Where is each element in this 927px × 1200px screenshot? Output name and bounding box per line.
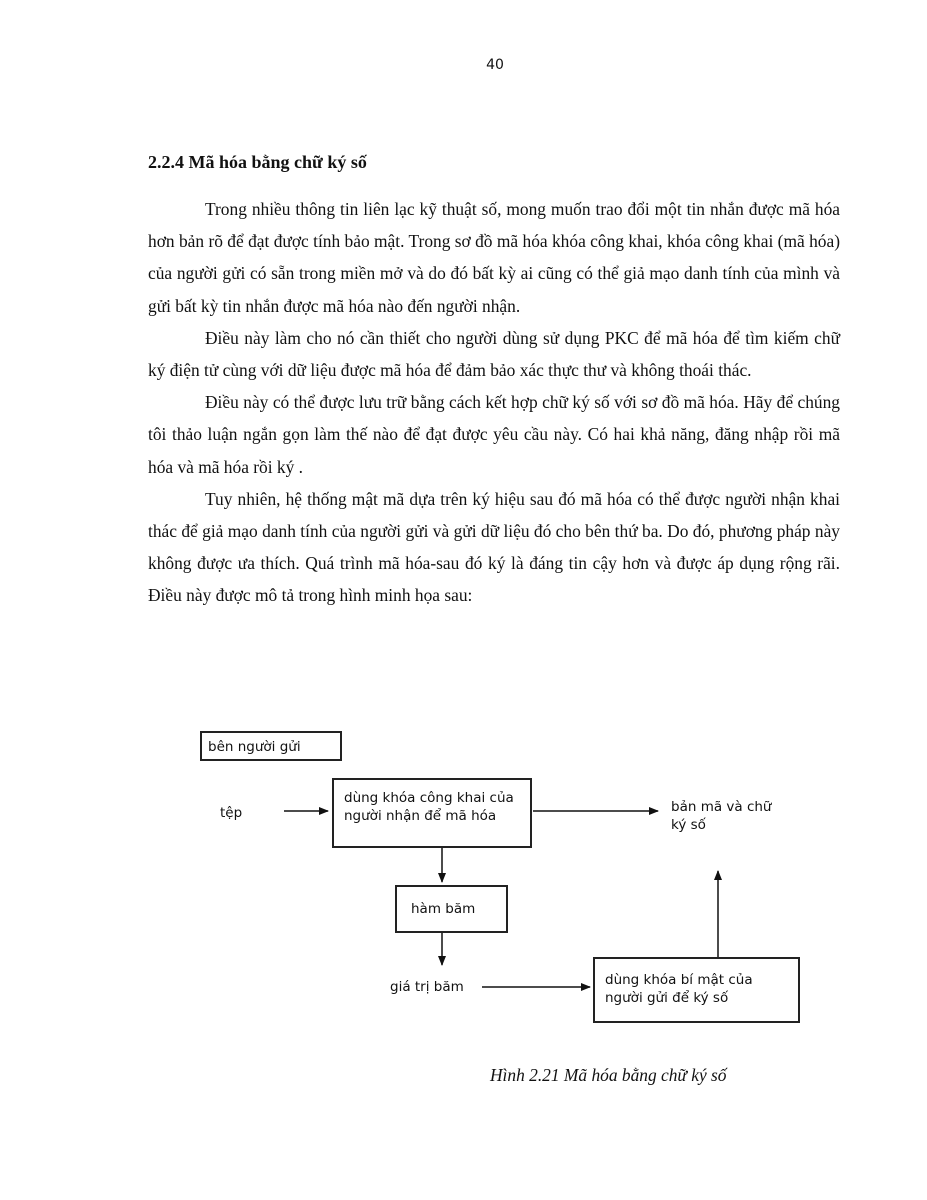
paragraph-2: Điều này làm cho nó cần thiết cho người dùng sử dụng PKC để mã hóa để tìm kiếm chữ ký điện tử cùng với dữ liệu được mã hóa để đảm bảo xác thực thư và không thoái thác. — [148, 327, 840, 381]
page-number: 40 — [486, 57, 504, 73]
hash-value-label: giá trị băm — [390, 979, 464, 995]
sender-side-box: bên người gửi — [200, 731, 342, 761]
paragraph-3: Điều này có thể được lưu trữ bằng cách kết hợp chữ ký số với sơ đồ mã hóa. Hãy để chúng tôi thảo luận ngắn gọn làm thế nào để đạt được yêu cầu này. Có hai khả năng, đăng nhập rồi mã hóa và mã hóa rồi ký . — [148, 392, 840, 477]
hash-function-box: hàm băm — [395, 885, 508, 933]
body-text — [148, 193, 840, 612]
paragraph-4: Tuy nhiên, hệ thống mật mã dựa trên ký hiệu sau đó mã hóa có thể được người nhận khai thác để giả mạo danh tính của người gửi và gửi dữ liệu đó cho bên thứ ba. Do đó, phương pháp này không được ưa thích. Quá trình mã hóa-sau đó ký là đáng tin cậy hơn và được áp dụng rộng rãi. Điều này được mô tả trong hình minh họa sau: — [148, 488, 840, 606]
section-heading: 2.2.4 Mã hóa bằng chữ ký số — [148, 152, 367, 172]
sign-box: dùng khóa bí mật của người gửi để ký số — [593, 957, 800, 1023]
ciphertext-signature-label: bản mã và chữ ký số — [671, 799, 772, 833]
encryption-signature-diagram — [198, 725, 808, 1035]
figure-caption: Hình 2.21 Mã hóa bằng chữ ký số — [490, 1065, 727, 1085]
encrypt-box: dùng khóa công khai của người nhận để mã hóa — [332, 778, 532, 848]
paragraph-1: Trong nhiều thông tin liên lạc kỹ thuật số, mong muốn trao đổi một tin nhắn được mã hóa hơn bản rõ để đạt được tính bảo mật. Trong sơ đồ mã hóa khóa công khai, khóa công khai (mã hóa) của người gửi có sẵn trong miền mở và do đó bất kỳ ai cũng có thể giả mạo danh tính của mình và gửi bất kỳ tin nhắn được mã hóa nào đến người nhận. — [148, 199, 840, 316]
file-label: tệp — [220, 805, 243, 821]
